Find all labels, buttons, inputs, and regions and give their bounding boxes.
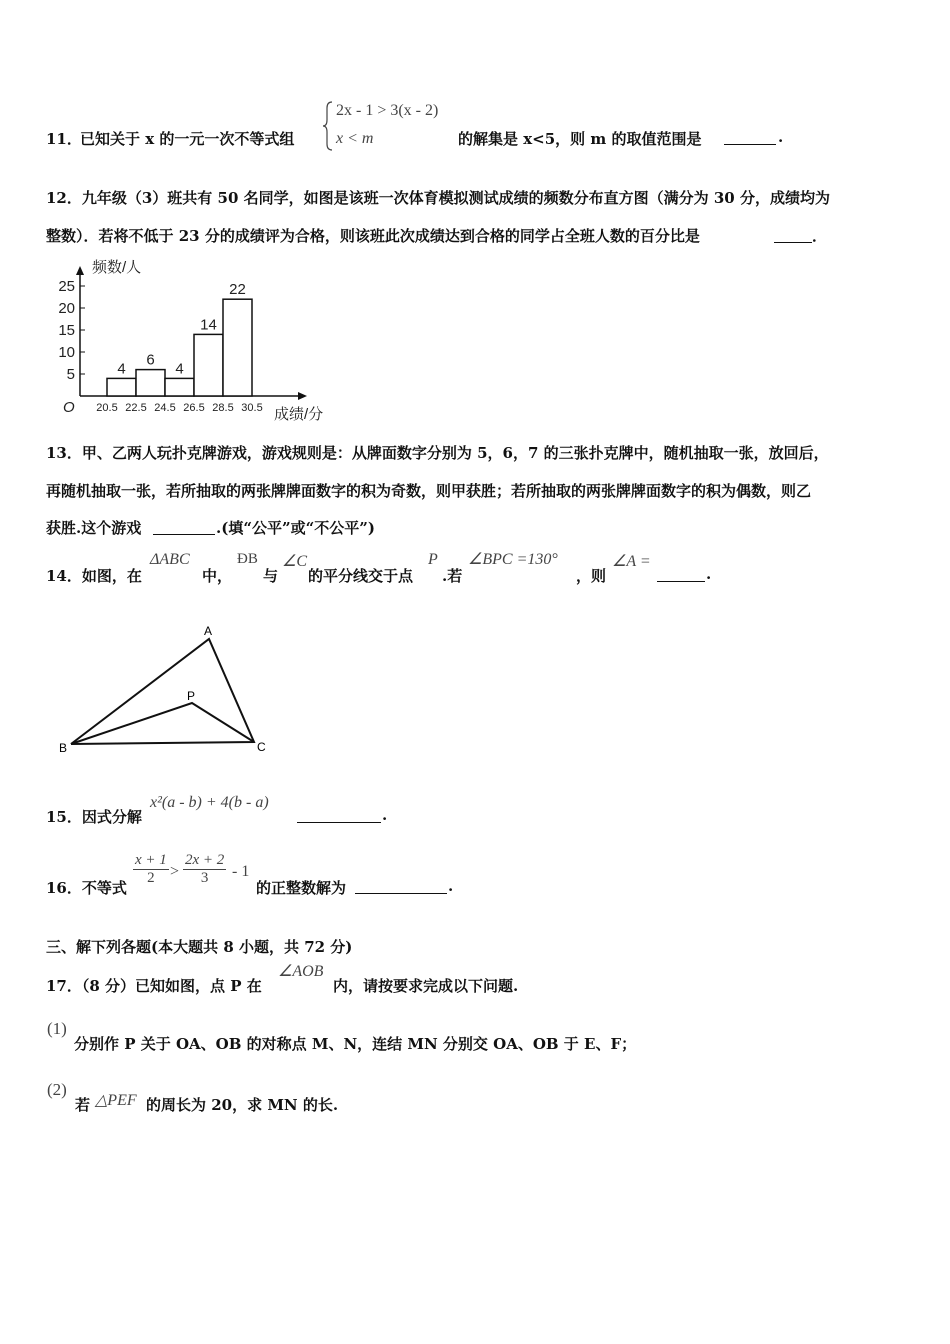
q17-part2-triangle: △PEF bbox=[95, 1092, 137, 1109]
label-a: A bbox=[204, 624, 213, 638]
q14-text2: 与 bbox=[263, 567, 279, 585]
q11-number: 11． bbox=[46, 130, 82, 148]
q17-part2-text: 的周长为 20，求 MN 的长. bbox=[146, 1096, 339, 1114]
q13-answer-blank[interactable] bbox=[153, 520, 215, 535]
label-p: P bbox=[187, 689, 196, 703]
x-tick-label: 26.5 bbox=[183, 402, 205, 414]
q12-end: ． bbox=[812, 227, 828, 245]
q14-ask: ∠A = bbox=[612, 553, 651, 570]
x-tick-label: 30.5 bbox=[241, 402, 263, 414]
q13-line1: 13．甲、乙两人玩扑克牌游戏，游戏规则是：从牌面数字分别为 5，6，7 的三张扑克牌中，随机抽取一张，放回后， bbox=[46, 444, 829, 462]
q13-line3b: .(填“公平”或“不公平”) bbox=[216, 519, 375, 537]
q11-postfix: 的解集是 x<5，则 m 的取值范围是 bbox=[458, 130, 702, 148]
q17-part1-number: (1) bbox=[47, 1019, 67, 1038]
q14-number: 14．如图，在 bbox=[46, 567, 142, 585]
y-tick-label: 10 bbox=[58, 344, 75, 361]
histogram-bar bbox=[107, 378, 136, 396]
q15-expression: x²(a - b) + 4(b - a) bbox=[150, 794, 269, 811]
label-c: C bbox=[257, 740, 266, 754]
q13-line3a: 获胜.这个游戏 bbox=[46, 519, 142, 537]
q16-f1-denominator: 2 bbox=[147, 870, 155, 886]
y-tick-label: 20 bbox=[58, 300, 75, 317]
q14-condition: ∠BPC =130° bbox=[468, 551, 558, 568]
q16-answer-blank[interactable] bbox=[355, 879, 447, 894]
x-tick-label: 22.5 bbox=[125, 402, 147, 414]
histogram-bar bbox=[165, 378, 194, 396]
q14-end: . bbox=[706, 565, 712, 583]
histogram-bar bbox=[223, 299, 252, 396]
q14-text1: 中， bbox=[202, 567, 233, 585]
q17-part2-number: (2) bbox=[47, 1080, 67, 1099]
origin-label: O bbox=[63, 399, 75, 416]
q16-fraction-2 bbox=[183, 852, 226, 887]
y-tick-label: 5 bbox=[66, 366, 75, 383]
q11-system-line1: 2x - 1 > 3(x - 2) bbox=[336, 102, 439, 119]
q16-minus-one: - 1 bbox=[232, 863, 250, 880]
q14-text5: ，则 bbox=[576, 567, 607, 585]
q14-point-p: P bbox=[428, 551, 438, 568]
q16-text: 16．不等式 bbox=[46, 879, 127, 897]
frequency-histogram bbox=[50, 255, 350, 427]
q15-text: 15．因式分解 bbox=[46, 808, 142, 826]
x-axis-label: 成绩/分 bbox=[274, 406, 324, 423]
bar-value-label: 4 bbox=[117, 360, 126, 378]
q11-system-line2: x < m bbox=[336, 130, 374, 147]
q14-text4: .若 bbox=[442, 567, 463, 585]
q14-answer-blank[interactable] bbox=[657, 567, 705, 582]
q14-angle-c: ∠C bbox=[282, 553, 308, 570]
q12-line2: 整数）．若将不低于 23 分的成绩评为合格，则该班此次成绩达到合格的同学占全班人数的百分比是 bbox=[46, 227, 700, 245]
x-tick-label: 20.5 bbox=[96, 402, 118, 414]
system-brace bbox=[322, 100, 334, 152]
bar-value-label: 6 bbox=[146, 351, 155, 369]
q12-line1: 12．九年级（3）班共有 50 名同学，如图是该班一次体育模拟测试成绩的频数分布直方图（满分为 30 分，成绩均为 bbox=[46, 189, 830, 207]
histogram-bar bbox=[136, 370, 165, 396]
q15-answer-blank[interactable] bbox=[297, 808, 381, 823]
y-axis-arrow bbox=[76, 266, 84, 275]
q14-text3: 的平分线交于点 bbox=[308, 567, 414, 585]
q16-f1-numerator: x + 1 bbox=[135, 852, 167, 868]
triangle-figure bbox=[50, 618, 280, 763]
q17-part2-prefix: 若 bbox=[75, 1096, 91, 1114]
x-tick-label: 24.5 bbox=[154, 402, 176, 414]
q17-part1-text: 分别作 P 关于 OA、OB 的对称点 M、N，连结 MN 分别交 OA、OB 于 E、F； bbox=[74, 1035, 637, 1053]
label-b: B bbox=[59, 741, 68, 755]
bar-value-label: 4 bbox=[175, 360, 184, 378]
triangle-abc bbox=[71, 639, 254, 744]
q11-answer-blank[interactable] bbox=[724, 130, 776, 145]
q14-angle-b: ÐB bbox=[237, 551, 258, 567]
q14-triangle: ΔABC bbox=[150, 551, 190, 568]
q16-f2-numerator: 2x + 2 bbox=[185, 852, 225, 868]
y-tick-label: 25 bbox=[58, 278, 75, 295]
q16-postfix: 的正整数解为 bbox=[256, 879, 347, 897]
q15-end: . bbox=[382, 806, 388, 824]
y-tick-label: 15 bbox=[58, 322, 75, 339]
histogram-bar bbox=[194, 334, 223, 396]
bar-value-label: 14 bbox=[200, 316, 217, 334]
q17-angle: ∠AOB bbox=[278, 963, 324, 980]
q17-prefix: 17．（8 分）已知如图，点 P 在 bbox=[46, 977, 262, 995]
y-axis-label: 频数/人 bbox=[92, 259, 142, 276]
q16-f2-denominator: 3 bbox=[200, 870, 209, 886]
x-axis-arrow bbox=[298, 392, 307, 400]
bar-value-label: 22 bbox=[229, 281, 246, 299]
q12-answer-blank[interactable] bbox=[774, 228, 812, 243]
q16-end: . bbox=[448, 877, 454, 895]
q11-end: . bbox=[778, 128, 784, 146]
section-3-heading: 三、解下列各题(本大题共 8 小题，共 72 分) bbox=[46, 938, 353, 956]
q11-prefix: 已知关于 x 的一元一次不等式组 bbox=[80, 130, 295, 148]
q16-greater: > bbox=[170, 863, 180, 880]
q16-fraction-1 bbox=[133, 852, 169, 887]
q17-postfix: 内，请按要求完成以下问题. bbox=[333, 977, 519, 995]
x-tick-label: 28.5 bbox=[212, 402, 234, 414]
q13-line2: 再随机抽取一张，若所抽取的两张牌牌面数字的积为奇数，则甲获胜；若所抽取的两张牌牌面数字的积为偶数，则乙 bbox=[46, 482, 812, 500]
